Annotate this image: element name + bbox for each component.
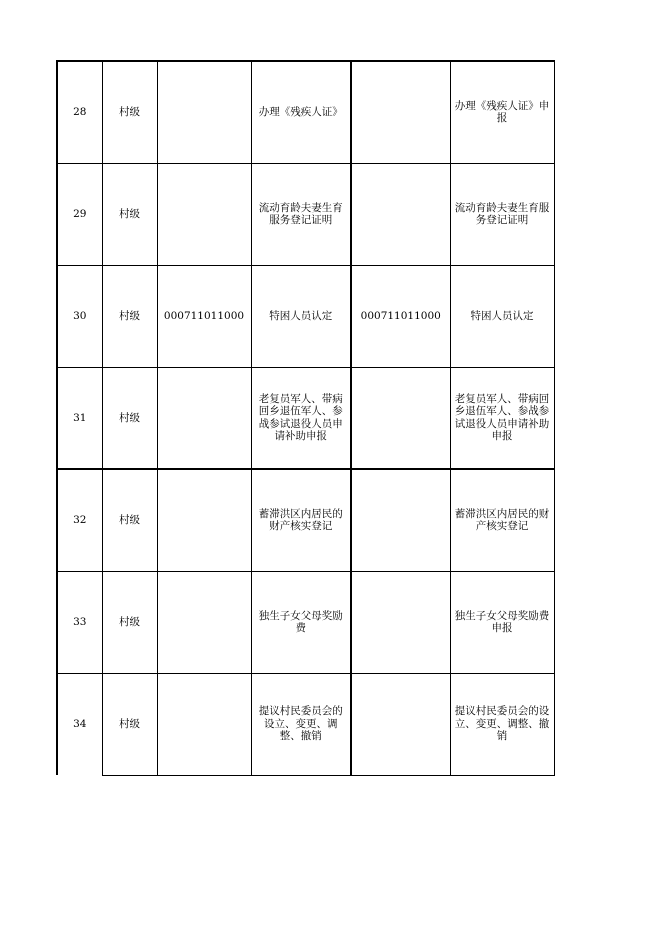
row-code-2: [351, 469, 450, 571]
table-row: [57, 163, 554, 265]
row-code: 000711011000: [157, 265, 251, 367]
row-number: 31: [57, 367, 102, 469]
row-level: 村级: [102, 367, 157, 469]
row-item-name: 流动育龄夫妻生育服务登记证明: [251, 163, 351, 265]
table-row: [57, 571, 554, 673]
table-row: [57, 469, 554, 571]
row-action: 流动育龄夫妻生育服务登记证明: [450, 163, 554, 265]
service-items-table: [56, 60, 555, 776]
row-code: [157, 469, 251, 571]
row-number: 33: [57, 571, 102, 673]
row-action: 办理《残疾人证》申报: [450, 61, 554, 163]
row-code-2: [351, 367, 450, 469]
row-code-2: 000711011000: [351, 265, 450, 367]
table-row: [57, 673, 554, 775]
row-number: 29: [57, 163, 102, 265]
row-level: 村级: [102, 163, 157, 265]
row-level: 村级: [102, 571, 157, 673]
row-code: [157, 367, 251, 469]
row-level: 村级: [102, 61, 157, 163]
row-level: 村级: [102, 469, 157, 571]
row-code-2: [351, 673, 450, 775]
row-number: 30: [57, 265, 102, 367]
row-action: 特困人员认定: [450, 265, 554, 367]
row-level: 村级: [102, 265, 157, 367]
row-item-name: 提议村民委员会的设立、变更、调整、撤销: [251, 673, 351, 775]
row-code: [157, 571, 251, 673]
row-action: 老复员军人、带病回乡退伍军人、参战参试退役人员申请补助申报: [450, 367, 554, 469]
row-code: [157, 61, 251, 163]
row-code-2: [351, 571, 450, 673]
row-code-2: [351, 163, 450, 265]
row-code-2: [351, 61, 450, 163]
row-item-name: 蓄滞洪区内居民的财产核实登记: [251, 469, 351, 571]
row-item-name: 办理《残疾人证》: [251, 61, 351, 163]
table-row: [57, 61, 554, 163]
row-number: 28: [57, 61, 102, 163]
row-item-name: 独生子女父母奖励费: [251, 571, 351, 673]
row-action: 独生子女父母奖励费申报: [450, 571, 554, 673]
row-code: [157, 163, 251, 265]
row-action: 提议村民委员会的设立、变更、调整、撤销: [450, 673, 554, 775]
row-item-name: 老复员军人、带病回乡退伍军人、参战参试退役人员申请补助申报: [251, 367, 351, 469]
row-number: 32: [57, 469, 102, 571]
row-item-name: 特困人员认定: [251, 265, 351, 367]
row-number: 34: [57, 673, 102, 775]
table-row: [57, 367, 554, 469]
row-level: 村级: [102, 673, 157, 775]
table-row: [57, 265, 554, 367]
row-action: 蓄滞洪区内居民的财产核实登记: [450, 469, 554, 571]
row-code: [157, 673, 251, 775]
